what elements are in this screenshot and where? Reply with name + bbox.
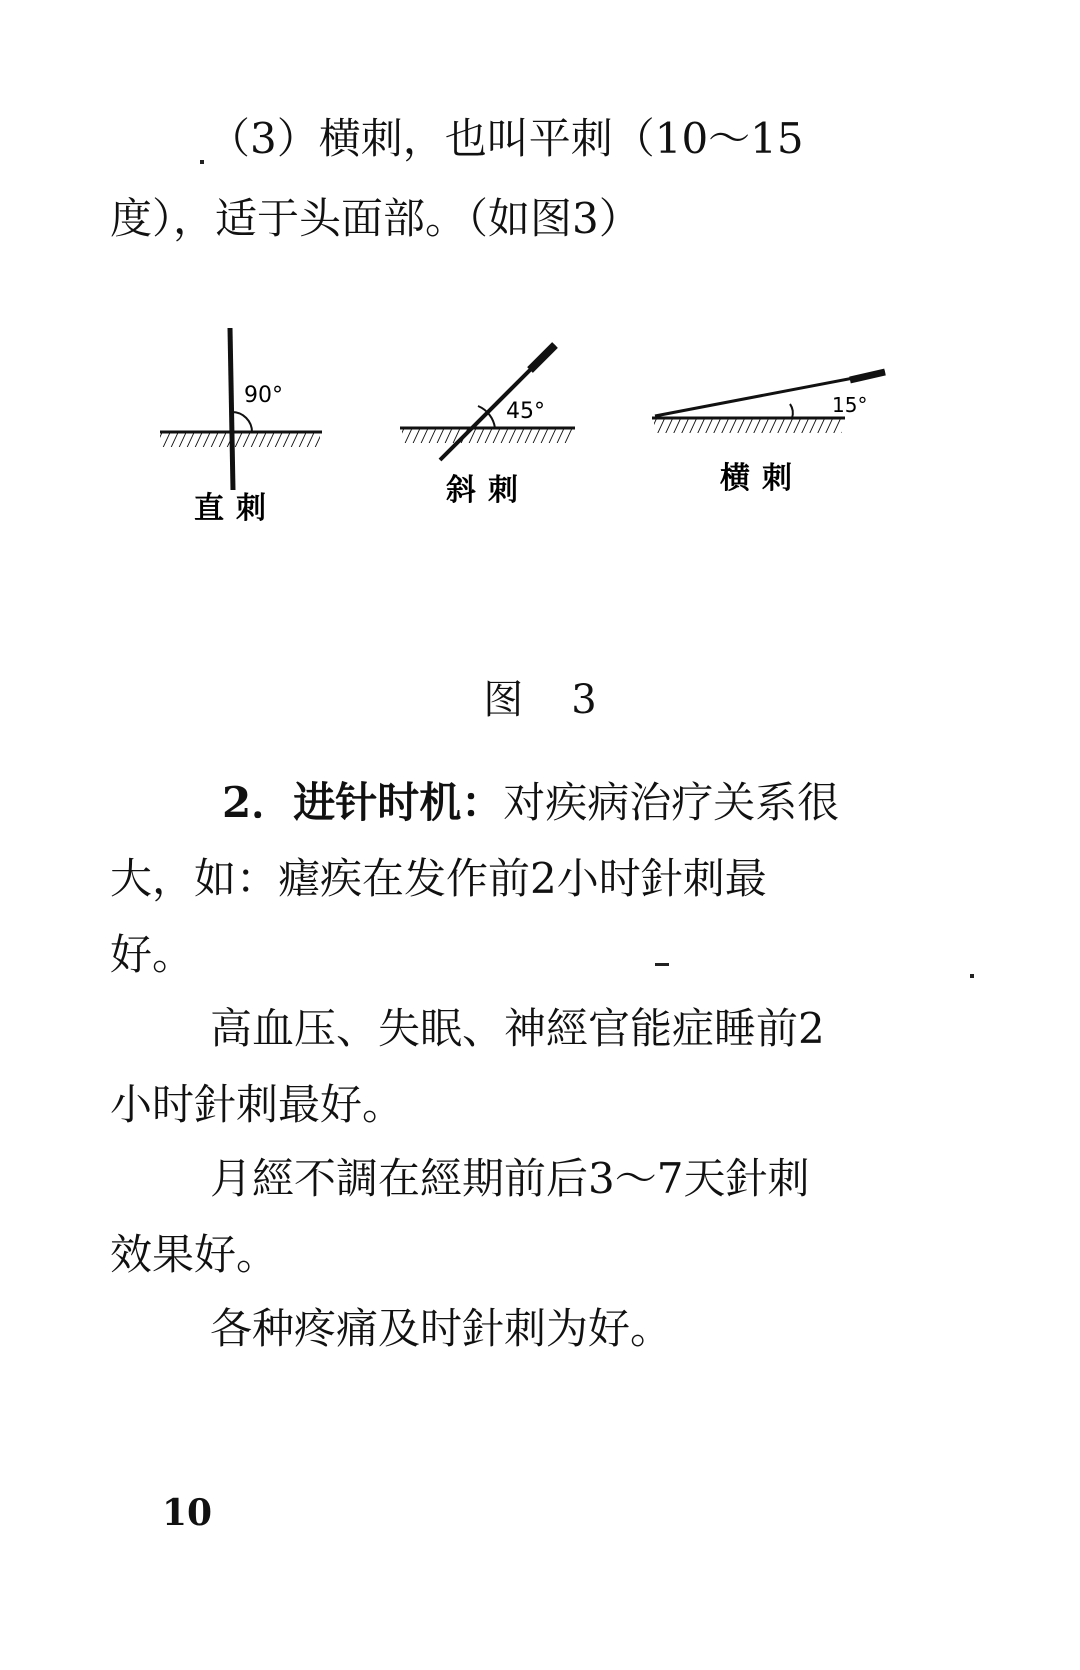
needle-handle — [850, 372, 885, 380]
angle-label: 15° — [832, 393, 868, 417]
needling-angle-figure — [150, 320, 950, 580]
vertical-insertion-diagram — [160, 328, 322, 526]
scan-speck — [200, 160, 204, 164]
panel-label: 横刺 — [720, 461, 804, 496]
scan-speck — [970, 974, 974, 978]
needle-handle — [530, 345, 555, 370]
paragraph-line: 小时針刺最好。 — [110, 1080, 405, 1129]
scan-speck — [655, 963, 669, 966]
panel-label: 斜刺 — [446, 473, 530, 508]
paragraph-line: 高血压、失眠、神經官能症睡前2 — [210, 1004, 825, 1053]
figure-caption-number: 3 — [571, 677, 597, 723]
paragraph-line: 月經不調在經期前后3～7天針刺 — [210, 1154, 810, 1203]
paragraph-line: 好。 — [110, 930, 195, 979]
panel-label: 直刺 — [194, 491, 278, 526]
skin-hatching — [654, 419, 842, 433]
page-number: 10 — [162, 1492, 213, 1534]
paragraph-line: 度），适于头面部。（如图3） — [110, 194, 641, 243]
figure-caption — [0, 668, 1080, 725]
angle-arc — [232, 412, 252, 432]
figure-caption-word: 图 — [483, 677, 524, 723]
paragraph-line — [222, 778, 840, 827]
angle-label: 90° — [244, 383, 283, 408]
skin-hatching — [402, 429, 572, 443]
transverse-insertion-diagram — [652, 372, 885, 496]
paragraph-line: 效果好。 — [110, 1230, 279, 1279]
section-heading: 2．进针时机： — [222, 778, 504, 827]
paragraph-line: 大，如：瘧疾在发作前2小时針刺最 — [110, 854, 767, 903]
paragraph-text: 对疾病治疗关系很 — [503, 778, 840, 827]
angle-label: 45° — [506, 399, 545, 424]
angle-arc — [790, 404, 793, 418]
oblique-insertion-diagram — [400, 345, 575, 508]
paragraph-line: 各种疼痛及时針刺为好。 — [210, 1304, 673, 1353]
skin-hatching — [160, 433, 320, 447]
paragraph-line: （3）横刺，也叫平刺（10～15 — [208, 114, 804, 163]
needle-line — [230, 328, 233, 490]
